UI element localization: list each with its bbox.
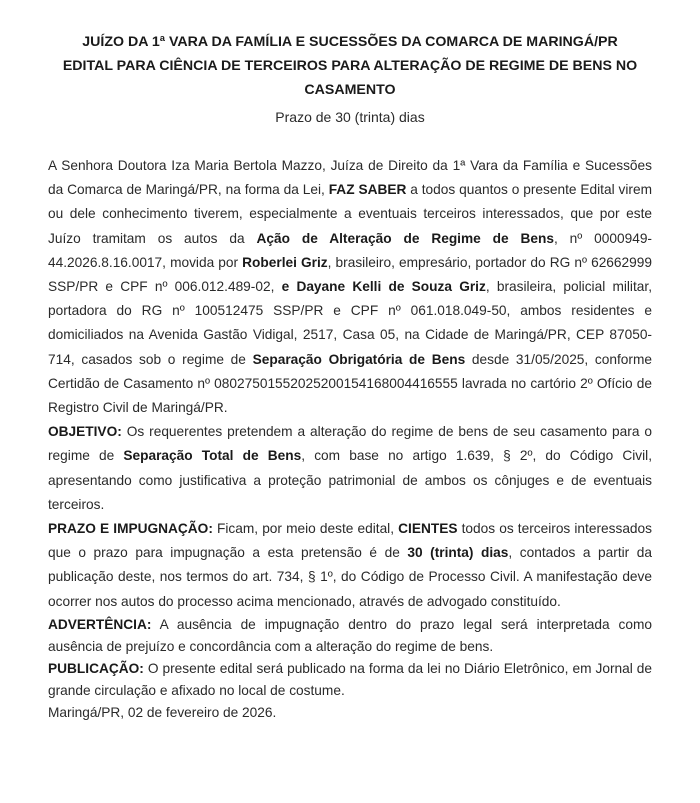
intro-text-2: a todos quantos o presente Edital virem ou dele conhecimento tiverem, especialmente a eventuais terceiros interessados, que por este Juízo tramitam os autos da bbox=[48, 182, 652, 246]
edital-header bbox=[48, 30, 652, 102]
advertencia-text: A ausência de impugnação dentro do prazo legal será interpretada como ausência de prejuízo e concordância com a alteração do regime de bens. bbox=[48, 616, 652, 654]
edital-title-cont: CASAMENTO bbox=[304, 82, 396, 98]
faz-saber: FAZ SABER bbox=[328, 182, 407, 198]
objetivo-text-2: , com base no artigo 1.639, § 2º, do Código Civil, apresentando como justificativa a proteção patrimonial de ambos os cônjuges e de eventuais terceiros. bbox=[48, 448, 653, 512]
current-regime: Separação Obrigatória de Bens bbox=[252, 351, 466, 367]
prazo-days: 30 (trinta) dias bbox=[407, 545, 509, 561]
cientes: CIENTES bbox=[398, 521, 458, 537]
applicant-2: e Dayane Kelli de Souza Griz bbox=[281, 279, 486, 295]
intro-text-5: , brasileira, policial militar, portadora do RG nº 100512475 SSP/PR e CPF nº 061.018.049-50, ambos residentes e domiciliados na Avenida Gastão Vidigal, 2517, Casa 05, na Cidade de Maringá/PR, CEP 87050-714, casados sob o regime de bbox=[48, 279, 652, 367]
publicacao-paragraph bbox=[48, 658, 652, 702]
edital-title: EDITAL PARA CIÊNCIA DE TERCEIROS PARA ALTERAÇÃO DE REGIME DE BENS NO bbox=[62, 58, 638, 74]
intro-text-6: desde 31/05/2025, conforme Certidão de Casamento nº 08027501552025200154168004416555 lavrada no cartório 2º Ofício de Registro Civil de Maringá/PR. bbox=[48, 351, 652, 416]
prazo-text-3: , contados a partir da publicação deste, nos termos do art. 734, § 1º, do Código de Processo Civil. A manifestação deve ocorrer nos autos do processo acima mencionado, através de advogado constituído. bbox=[48, 545, 652, 609]
court-title: JUÍZO DA 1ª VARA DA FAMÍLIA E SUCESSÕES DA COMARCA DE MARINGÁ/PR bbox=[82, 34, 618, 50]
action-type: Ação de Alteração de Regime de Bens bbox=[256, 230, 554, 246]
new-regime: Separação Total de Bens bbox=[123, 448, 302, 464]
objetivo-label: OBJETIVO: bbox=[48, 424, 122, 440]
applicant-1: Roberlei Griz bbox=[242, 254, 328, 270]
objetivo-text-1: Os requerentes pretendem a alteração do regime de bens de seu casamento para o regime de bbox=[48, 424, 652, 464]
objetivo-paragraph bbox=[48, 420, 652, 517]
publicacao-label: PUBLICAÇÃO: bbox=[48, 660, 144, 676]
prazo-text-2: todos os terceiros interessados que o prazo para impugnação a esta pretensão é de bbox=[48, 521, 653, 561]
edital-body bbox=[48, 154, 652, 724]
advertencia-label: ADVERTÊNCIA: bbox=[48, 616, 152, 632]
prazo-paragraph bbox=[48, 517, 652, 614]
prazo-label: PRAZO E IMPUGNAÇÃO: bbox=[48, 521, 213, 537]
intro-text-4: , brasileiro, empresário, portador do RG nº 62662999 SSP/PR e CPF nº 006.012.489-02, bbox=[48, 254, 652, 295]
intro-text-1: A Senhora Doutora Iza Maria Bertola Mazzo, Juíza de Direito da 1ª Vara da Família e Sucessões da Comarca de Maringá/PR, na forma da Lei, bbox=[48, 158, 652, 198]
intro-paragraph bbox=[48, 154, 652, 420]
prazo-text-1: Ficam, por meio deste edital, bbox=[212, 521, 399, 537]
intro-text-3: , nº 0000949-44.2026.8.16.0017, movida por bbox=[48, 230, 652, 270]
edital-deadline: Prazo de 30 (trinta) dias bbox=[275, 109, 425, 125]
advertencia-paragraph bbox=[48, 614, 652, 658]
closing-date: Maringá/PR, 02 de fevereiro de 2026. bbox=[48, 704, 277, 720]
publicacao-text: O presente edital será publicado na forma da lei no Diário Eletrônico, em Jornal de grande circulação e afixado no local de costume. bbox=[48, 660, 652, 698]
